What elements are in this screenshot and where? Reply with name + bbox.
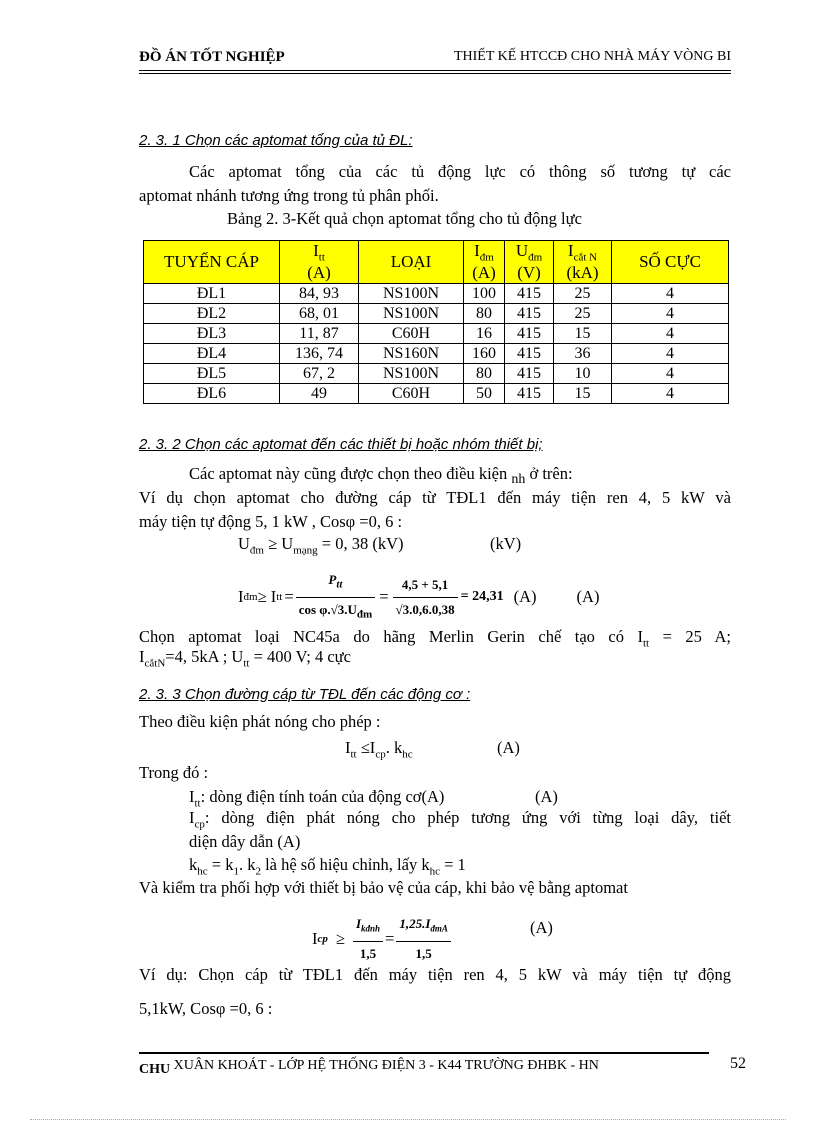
equation-udm-unit: (kV): [490, 534, 522, 553]
def3-d: là hệ số hiệu chỉnh, lấy k: [260, 855, 430, 874]
table-cell: ĐL2: [144, 304, 280, 324]
table-cell: 415: [505, 324, 554, 344]
section1-para-line1: Các aptomat tổng của các tủ động lực có thông số tương tự các: [189, 162, 731, 181]
def3-sub: hc: [197, 865, 208, 878]
table-row: [144, 384, 729, 404]
table-cell: ĐL1: [144, 284, 280, 304]
section2-line1: [189, 462, 573, 488]
table-row: [144, 304, 729, 324]
s3-f2-num: 1,25.I: [399, 916, 431, 931]
table-cell: NS100N: [359, 364, 464, 384]
eq2-lhs-sub: đm: [243, 591, 258, 604]
table-cell: 160: [464, 344, 505, 364]
section3-eq1-unit: (A): [497, 738, 520, 757]
s3-f1-num-sub: kđnh: [361, 923, 381, 934]
def3-e: = 1: [439, 855, 466, 874]
table-cell: ĐL3: [144, 324, 280, 344]
section2-line1-text: Các aptomat này cũng được chọn theo điều kiện: [189, 464, 508, 483]
aptomat-table: [143, 240, 729, 404]
def3-sub3: hc: [429, 865, 440, 878]
table-cell: 4: [612, 344, 729, 364]
check-line: Và kiểm tra phối hợp với thiết bị bảo vệ của cáp, khi bảo vệ bằng aptomat: [139, 878, 628, 897]
table-cell: 136, 74: [280, 344, 359, 364]
th-icatn-main: I: [567, 241, 574, 260]
def3-sub2: 2: [255, 865, 261, 878]
eq2-f1-den-sub: đm: [356, 608, 373, 621]
table-cell: C60H: [359, 384, 464, 404]
table-cell: NS160N: [359, 344, 464, 364]
table-cell: 415: [505, 364, 554, 384]
table-cell: 10: [554, 364, 612, 384]
table-cell: 67, 2: [280, 364, 359, 384]
th-idm-sub: đm: [479, 251, 494, 264]
section2-line1-end: ở trên:: [529, 464, 573, 483]
conclusion2-sub2: tt: [243, 657, 250, 670]
section-title-232: 2. 3. 2 Chọn các aptomat đến các thiết bị hoặc nhóm thiết bị;: [139, 436, 543, 453]
s3-eq2-ge: ≥: [335, 928, 345, 948]
conclusion1-sub: tt: [642, 637, 650, 650]
th-tuyen-cap: TUYẾN CÁP: [144, 241, 280, 284]
def2-sub: cp: [194, 818, 205, 831]
eq2-unit-2: (A): [576, 587, 600, 607]
th-itt-main: I: [313, 241, 319, 260]
s3-eq1-c-sub: hc: [402, 748, 413, 761]
conclusion1-end: = 25 A;: [649, 627, 731, 646]
th-icatn-unit: (kA): [566, 263, 599, 283]
def-itt-unit: (A): [535, 787, 558, 806]
def2-a: I: [189, 808, 195, 827]
s3-eq2-fraction-1: [353, 912, 383, 966]
section3-eq2: I cp ≥ $\frac{I_{kđnh}}{1,5}$ = $\frac{1,25.I_{đmA}}{1,5}$: [312, 912, 451, 966]
section2-line2: Ví dụ chọn aptomat cho đường cáp từ TĐL1 đến máy tiện ren 4, 5 kW và: [139, 488, 731, 507]
s3-eq1-b-sub: cp: [375, 748, 386, 761]
eq2-mid-sub: tt: [276, 591, 283, 604]
equation-udm: [238, 532, 404, 562]
eq1-mid: ≥ U: [263, 534, 294, 553]
s3-eq2-fraction-2: [396, 912, 451, 966]
s3-eq2-lhs: I: [312, 928, 318, 948]
table-cell: 84, 93: [280, 284, 359, 304]
conclusion2-end: = 400 V; 4 cực: [249, 647, 351, 666]
s3-eq1-c: . k: [385, 738, 403, 757]
th-udm-main: U: [515, 241, 529, 260]
table-row: [144, 284, 729, 304]
def3-c: . k: [238, 855, 256, 874]
th-loai: LOẠI: [359, 241, 464, 284]
table-row: [144, 324, 729, 344]
table-cell: 415: [505, 284, 554, 304]
equation-idm: I đm ≥ I tt = $\frac{P_{tt}}{\cos \varphi.√3.U_{đm}}$ = $\frac{4,5 + 5,1}{√3.0,6.0,38}$ = 24,31 (A) (A): [238, 568, 599, 626]
s3-f1-num: I: [355, 916, 362, 931]
th-itt: [280, 241, 359, 284]
def1-a: I: [189, 787, 195, 806]
conclusion2-sub: cắtN: [144, 657, 166, 670]
eq2-f1-den: cos φ.√3.U: [298, 601, 357, 617]
page-number: 52: [730, 1055, 746, 1072]
th-udm: [505, 241, 554, 284]
table-cell: 415: [505, 384, 554, 404]
s3-eq2-lhs-sub: cp: [317, 932, 328, 945]
table-cell: 11, 87: [280, 324, 359, 344]
def1-sub: tt: [194, 797, 201, 810]
table-header-row: [144, 241, 729, 284]
table-cell: 50: [464, 384, 505, 404]
table-cell: 36: [554, 344, 612, 364]
section1-para-line2: aptomat nhánh tương ứng trong tủ phân phối.: [139, 186, 439, 205]
header-rule-2: [139, 73, 731, 74]
example-line2: 5,1kW, Cosφ =0, 6 :: [139, 999, 273, 1018]
table-cell: ĐL6: [144, 384, 280, 404]
table-cell: ĐL4: [144, 344, 280, 364]
header-right: THIẾT KẾ HTCCĐ CHO NHÀ MÁY VÒNG BI: [453, 49, 731, 64]
table-cell: 49: [280, 384, 359, 404]
eq2-lhs: I: [238, 587, 244, 607]
eq2-f1-num: P: [328, 572, 337, 587]
eq2-f2-num: 4,5 + 5,1: [393, 573, 458, 598]
table-cell: 80: [464, 364, 505, 384]
s3-eq1-a: I: [345, 738, 351, 757]
table-caption: Bảng 2. 3-Kết quả chọn aptomat tổng cho tủ động lực: [227, 209, 582, 228]
section2-line1-nh: nh: [511, 472, 526, 487]
page-bottom-dotted-line: [30, 1119, 786, 1120]
eq2-mid: ≥ I: [257, 587, 277, 607]
th-idm-main: I: [474, 241, 480, 260]
th-itt-sub: tt: [318, 251, 325, 264]
where-label: Trong đó :: [139, 763, 209, 782]
s3-f1-den: 1,5: [359, 945, 377, 961]
def3-b: = k: [207, 855, 234, 874]
eq1-end: = 0, 38 (kV): [317, 534, 404, 553]
table-cell: 25: [554, 284, 612, 304]
example-line1: Ví dụ: Chọn cáp từ TĐL1 đến máy tiện ren 4, 5 kW và máy tiện tự động: [139, 965, 731, 984]
conclusion-line2: [139, 645, 351, 675]
section-title-231: 2. 3. 1 Chọn các aptomat tổng của tủ ĐL:: [139, 132, 413, 149]
s3-f2-den: 1,5: [415, 945, 432, 961]
table-cell: 25: [554, 304, 612, 324]
def2-b: : dòng điện phát nóng cho phép tương ứng với từng loại dây, tiết: [204, 808, 731, 827]
eq1-u: U: [238, 534, 250, 553]
table-cell: 4: [612, 364, 729, 384]
section-title-233: 2. 3. 3 Chọn đường cáp từ TĐL đến các động cơ :: [139, 686, 471, 703]
th-idm: [464, 241, 505, 284]
table-row: [144, 344, 729, 364]
table-cell: NS100N: [359, 304, 464, 324]
th-udm-unit: (V): [517, 263, 541, 283]
conclusion1-text: Chọn aptomat loại NC45a do hãng Merlin Gerin chế tạo có I: [139, 627, 643, 646]
conclusion2-mid: =4, 5kA ; U: [165, 647, 244, 666]
eq1-sub: đm: [249, 544, 264, 557]
eq2-fraction-1: [296, 568, 376, 626]
s3-f2-num-sub: đmA: [430, 923, 448, 934]
table-cell: 68, 01: [280, 304, 359, 324]
def-icp-line2: diện dây dẫn (A): [189, 832, 301, 851]
table-cell: 80: [464, 304, 505, 324]
eq2-fraction-2: [393, 573, 458, 622]
section2-line3: máy tiện tự động 5, 1 kW , Cosφ =0, 6 :: [139, 512, 403, 531]
table-cell: 4: [612, 304, 729, 324]
th-so-cuc: SỐ CỰC: [612, 241, 729, 284]
table-cell: 4: [612, 384, 729, 404]
eq1-sub2: mạng: [293, 544, 318, 557]
table-body: [144, 284, 729, 404]
table-cell: C60H: [359, 324, 464, 344]
def3-sub1: 1: [233, 865, 239, 878]
eq2-result: = 24,31: [460, 589, 504, 605]
th-icatn: [554, 241, 612, 284]
table-cell: 15: [554, 384, 612, 404]
table-cell: 15: [554, 324, 612, 344]
table-row: [144, 364, 729, 384]
th-itt-unit: (A): [307, 263, 331, 283]
s3-eq1-a-sub: tt: [350, 748, 357, 761]
table-cell: 100: [464, 284, 505, 304]
def1-b: : dòng điện tính toán của động cơ(A): [200, 787, 445, 806]
footer-main: XUÂN KHOÁT - LỚP HỆ THỐNG ĐIỆN 3 - K44 TRƯỜNG ĐHBK - HN: [173, 1058, 599, 1073]
s3-eq1-b: ≤I: [356, 738, 376, 757]
def3-a: k: [189, 855, 198, 874]
table-cell: 16: [464, 324, 505, 344]
table-cell: 415: [505, 344, 554, 364]
section3-eq1: [345, 736, 413, 766]
table-cell: NS100N: [359, 284, 464, 304]
header-left: ĐỒ ÁN TỐT NGHIỆP: [139, 49, 285, 65]
conclusion2-i: I: [139, 647, 145, 666]
footer-rule: [139, 1052, 709, 1054]
eq2-f1-num-sub: tt: [336, 578, 343, 591]
section3-line1: Theo điều kiện phát nóng cho phép :: [139, 712, 381, 731]
table-cell: ĐL5: [144, 364, 280, 384]
eq2-unit-1: (A): [513, 587, 537, 607]
th-icatn-sub: cắt N: [573, 251, 598, 264]
th-idm-unit: (A): [472, 263, 496, 283]
table-cell: 4: [612, 284, 729, 304]
footer-prefix: CHU: [139, 1062, 171, 1077]
table-cell: 415: [505, 304, 554, 324]
section3-eq2-unit: (A): [530, 918, 553, 937]
th-udm-sub: đm: [528, 251, 543, 264]
eq2-f2-den: √3.0,6.0,38: [395, 601, 455, 617]
header-rule: [139, 70, 731, 71]
table-cell: 4: [612, 324, 729, 344]
footer-text: [139, 1058, 599, 1077]
